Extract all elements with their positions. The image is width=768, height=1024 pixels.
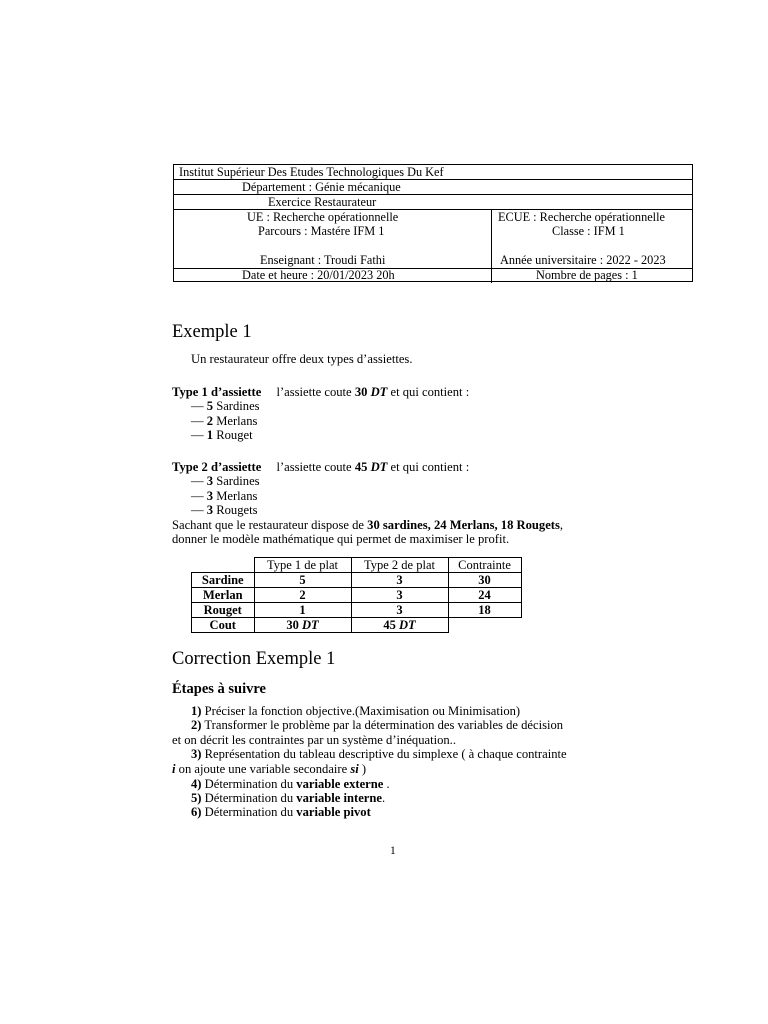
- step-text: Détermination du: [201, 791, 297, 805]
- step-2: [191, 718, 563, 733]
- cell-constraint: 30: [448, 573, 521, 588]
- type2-item-qty: 3: [206, 474, 214, 488]
- type2-item: — 3 Rougets: [191, 503, 258, 517]
- correction-title: Correction Exemple 1: [172, 649, 336, 669]
- type1-item: — 2 Merlans: [191, 414, 258, 428]
- type1-item-name: Merlans: [213, 414, 258, 428]
- table-row: [192, 573, 522, 588]
- step-bold-term: variable interne: [296, 791, 382, 805]
- department-label: Département : Génie mécanique: [242, 180, 401, 194]
- step-text-end: .: [381, 791, 386, 805]
- parcours-label: Parcours : Mastére IFM 1: [258, 224, 385, 238]
- type2-item-name: Sardines: [213, 474, 260, 488]
- type2-currency: DT: [370, 460, 388, 474]
- table-header: Type 2 de plat: [351, 558, 448, 573]
- header-column-divider: [491, 209, 492, 283]
- step-3-continued: [172, 762, 366, 777]
- step-text: Détermination du: [201, 777, 297, 791]
- ecue-label: ECUE : Recherche opérationnelle: [498, 210, 665, 224]
- step-4: [191, 777, 390, 792]
- step-bold-term: variable externe: [296, 777, 384, 791]
- table-corner: [192, 558, 255, 573]
- type2-item-qty: 3: [206, 503, 214, 517]
- row-label: Rouget: [192, 603, 255, 618]
- classe-label: Classe : IFM 1: [552, 224, 625, 238]
- type2-item-qty: 3: [206, 489, 214, 503]
- cost-type2-value: 45: [383, 618, 396, 632]
- date-label: Date et heure : 20/01/2023 20h: [242, 268, 395, 282]
- header-row-exercise: [174, 195, 692, 210]
- exercise-title: Exercice Restaurateur: [268, 195, 377, 209]
- table-header-row: [192, 558, 522, 573]
- type1-line: [172, 385, 469, 400]
- cost-type1: [254, 618, 351, 633]
- cell-type1: 1: [254, 603, 351, 618]
- type1-item-qty: 2: [206, 414, 214, 428]
- header-row-institute: [174, 165, 692, 180]
- step-text: Transformer le problème par la détermination des variables de décision: [201, 718, 564, 732]
- cell-type2: 3: [351, 588, 448, 603]
- step-number: 4): [191, 777, 202, 791]
- pages-label: Nombre de pages : 1: [536, 268, 638, 282]
- step-text-end: ): [358, 762, 367, 776]
- ue-label: UE : Recherche opérationnelle: [247, 210, 399, 224]
- type2-item: — 3 Merlans: [191, 489, 258, 503]
- cost-empty-cell: [448, 618, 521, 633]
- academic-year-label: Année universitaire : 2022 - 2023: [500, 253, 666, 267]
- table-header: Contrainte: [448, 558, 521, 573]
- type1-currency: DT: [370, 385, 388, 399]
- type1-text-after: et qui contient :: [387, 385, 470, 399]
- type1-text-before: l’assiette coute: [276, 385, 355, 399]
- cell-type1: 2: [254, 588, 351, 603]
- sachant-prefix: Sachant que le restaurateur dispose de: [172, 518, 368, 532]
- header-info-table: [173, 164, 693, 282]
- step-text: Préciser la fonction objective.(Maximisation ou Minimisation): [201, 704, 521, 718]
- type2-text-before: l’assiette coute: [276, 460, 355, 474]
- step-text-end: .: [383, 777, 390, 791]
- example-title: Exemple 1: [172, 322, 252, 342]
- page-number: 1: [390, 845, 396, 857]
- header-row-department: [174, 180, 692, 195]
- row-label: Merlan: [192, 588, 255, 603]
- type1-price: 30: [354, 385, 368, 399]
- type1-item: — 1 Rouget: [191, 428, 253, 442]
- cell-type1: 5: [254, 573, 351, 588]
- cost-currency: DT: [398, 618, 416, 632]
- step-number: 5): [191, 791, 202, 805]
- step-6: [191, 805, 371, 820]
- type1-item-name: Sardines: [213, 399, 260, 413]
- header-row-course: [174, 210, 692, 269]
- step-number: 2): [191, 718, 202, 732]
- data-table: [191, 557, 522, 633]
- table-cost-row: [192, 618, 522, 633]
- table-header: Type 1 de plat: [254, 558, 351, 573]
- type2-item-name: Rougets: [213, 503, 258, 517]
- steps-subtitle: Étapes à suivre: [172, 681, 266, 697]
- step-number: 1): [191, 704, 202, 718]
- step-1: [191, 704, 520, 719]
- cost-label: Cout: [192, 618, 255, 633]
- type1-item: — 5 Sardines: [191, 399, 260, 413]
- type1-label: Type 1 d’assiette: [172, 385, 262, 399]
- sachant-quantities: 30 sardines, 24 Merlans, 18 Rougets: [367, 518, 560, 532]
- type2-line: [172, 460, 469, 475]
- type1-item-name: Rouget: [213, 428, 253, 442]
- row-label: Sardine: [192, 573, 255, 588]
- cell-constraint: 18: [448, 603, 521, 618]
- sachant-suffix: ,: [559, 518, 564, 532]
- example-intro: Un restaurateur offre deux types d’assiettes.: [191, 352, 413, 366]
- type2-item-name: Merlans: [213, 489, 258, 503]
- step-text: on ajoute une variable secondaire: [175, 762, 351, 776]
- cost-type2: [351, 618, 448, 633]
- institute-name: Institut Supérieur Des Etudes Technologiques Du Kef: [179, 165, 444, 179]
- type1-item-qty: 5: [206, 399, 214, 413]
- step-bold-term: variable pivot: [296, 805, 371, 819]
- cell-constraint: 24: [448, 588, 521, 603]
- step-number: 3): [191, 747, 202, 761]
- type2-label: Type 2 d’assiette: [172, 460, 262, 474]
- step-text: Détermination du: [201, 805, 297, 819]
- step-2-continued: et on décrit les contraintes par un système d’inéquation..: [172, 733, 456, 747]
- type2-text-after: et qui contient :: [387, 460, 470, 474]
- type2-price: 45: [354, 460, 368, 474]
- type1-item-qty: 1: [206, 428, 214, 442]
- question-line: donner le modèle mathématique qui permet de maximiser le profit.: [172, 532, 510, 546]
- table-row: [192, 588, 522, 603]
- var-i: i: [172, 762, 176, 776]
- var-si: si: [350, 762, 359, 776]
- step-number: 6): [191, 805, 202, 819]
- step-text: Représentation du tableau descriptive du simplexe ( à chaque contrainte: [201, 747, 567, 761]
- table-row: [192, 603, 522, 618]
- step-3: [191, 747, 567, 762]
- type2-item: — 3 Sardines: [191, 474, 260, 488]
- sachant-line: [172, 518, 563, 533]
- teacher-label: Enseignant : Troudi Fathi: [260, 253, 386, 267]
- header-row-date: [174, 269, 692, 283]
- cost-currency: DT: [301, 618, 319, 632]
- cost-type1-value: 30: [286, 618, 299, 632]
- step-5: [191, 791, 385, 806]
- cell-type2: 3: [351, 573, 448, 588]
- cell-type2: 3: [351, 603, 448, 618]
